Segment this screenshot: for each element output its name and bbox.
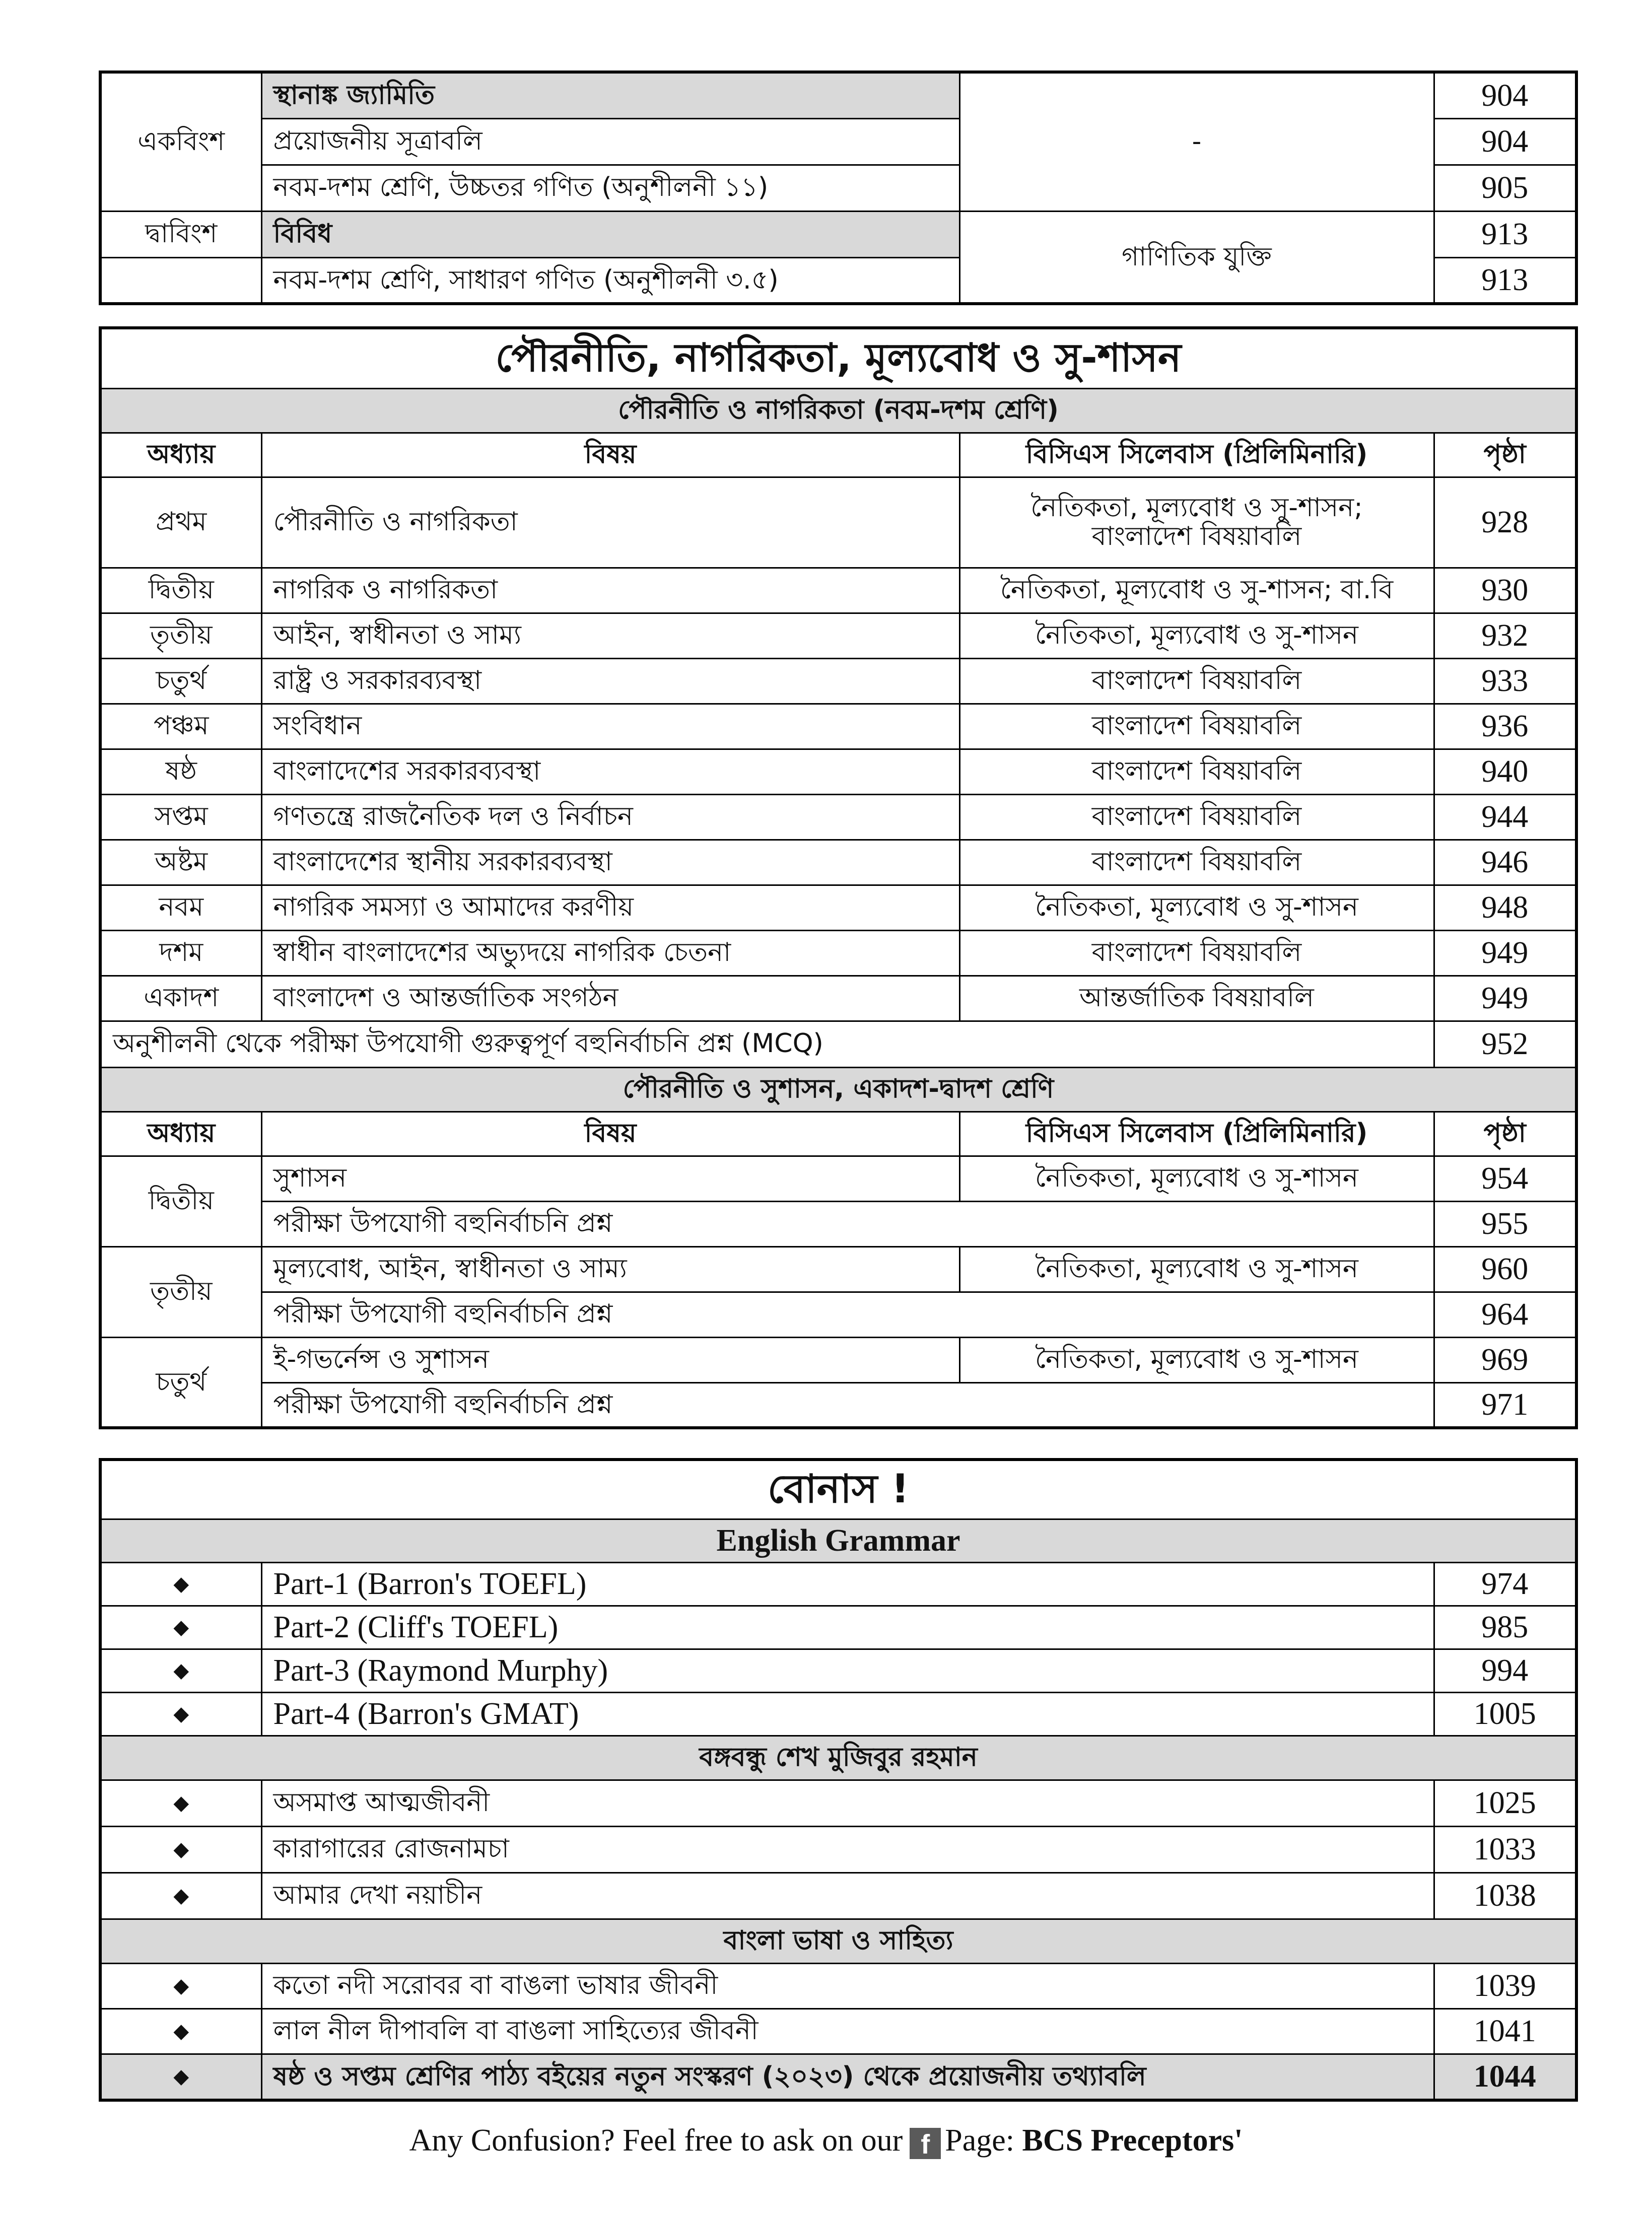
chapter-cell: দ্বিতীয় (100, 1156, 261, 1246)
table-row (100, 885, 1576, 930)
subsection-heading: বঙ্গবন্ধু শেখ মুজিবুর রহমান (100, 1736, 1576, 1780)
syllabus-cell: বাংলাদেশ বিষয়াবলি (959, 749, 1434, 794)
syllabus-line: বাংলাদেশ বিষয়াবলি (1091, 521, 1302, 551)
page-cell: 933 (1434, 658, 1576, 704)
chapter-cell: একবিংশ (100, 72, 261, 211)
item-label: কারাগারের রোজনামচা (261, 1826, 1434, 1873)
page-cell: 913 (1434, 211, 1576, 257)
syllabus-cell: বাংলাদেশ বিষয়াবলি (959, 930, 1434, 976)
chapter-cell: অষ্টম (100, 840, 261, 885)
header-topic: বিষয় (261, 1112, 959, 1156)
diamond-bullet-icon: ◆ (100, 1606, 261, 1649)
syllabus-cell: বাংলাদেশ বিষয়াবলি (959, 704, 1434, 749)
item-label: লাল নীল দীপাবলি বা বাঙলা সাহিত্যের জীবনী (261, 2008, 1434, 2054)
chapter-cell: ষষ্ঠ (100, 749, 261, 794)
topic-cell: বাংলাদেশের স্থানীয় সরকারব্যবস্থা (261, 840, 959, 885)
page-cell: 946 (1434, 840, 1576, 885)
diamond-bullet-icon: ◆ (100, 1826, 261, 1873)
topic-cell: প্রয়োজনীয় সূত্রাবলি (261, 118, 959, 165)
syllabus-cell: নৈতিকতা, মূল্যবোধ ও সু-শাসন (959, 1156, 1434, 1201)
page-cell: 994 (1434, 1649, 1576, 1692)
table-row (100, 1246, 1576, 1292)
page-cell: 1005 (1434, 1692, 1576, 1736)
chapter-cell: সপ্তম (100, 794, 261, 840)
list-item (100, 1649, 1576, 1692)
footer-prefix: Any Confusion? Feel free to ask on our (409, 2123, 903, 2158)
page-cell: 905 (1434, 165, 1576, 211)
header-row (100, 433, 1576, 477)
chapter-cell: পঞ্চম (100, 704, 261, 749)
table-row (100, 568, 1576, 613)
page-cell: 913 (1434, 257, 1576, 304)
page-cell: 949 (1434, 930, 1576, 976)
topic-cell: সুশাসন (261, 1156, 959, 1201)
topic-cell: রাষ্ট্র ও সরকারব্যবস্থা (261, 658, 959, 704)
math-topics-table (99, 71, 1578, 305)
header-page: পৃষ্ঠা (1434, 1112, 1576, 1156)
syllabus-cell: নৈতিকতা, মূল্যবোধ ও সু-শাসন; বা.বি (959, 568, 1434, 613)
page-cell: 971 (1434, 1382, 1576, 1428)
header-chapter: অধ্যায় (100, 433, 261, 477)
facebook-icon[interactable]: f (910, 2128, 941, 2159)
topic-cell: নবম-দশম শ্রেণি, উচ্চতর গণিত (অনুশীলনী ১১) (261, 165, 959, 211)
syllabus-cell: নৈতিকতা, মূল্যবোধ ও সু-শাসন (959, 1337, 1434, 1382)
section-title: পৌরনীতি, নাগরিকতা, মূল্যবোধ ও সু-শাসন (100, 328, 1576, 388)
table-row (100, 976, 1576, 1021)
list-item (100, 1873, 1576, 1919)
topic-cell: মূল্যবোধ, আইন, স্বাধীনতা ও সাম্য (261, 1246, 959, 1292)
section-title: বোনাস ! (100, 1460, 1576, 1519)
syllabus-cell: বাংলাদেশ বিষয়াবলি (959, 840, 1434, 885)
syllabus-cell: বাংলাদেশ বিষয়াবলি (959, 658, 1434, 704)
page-cell: 1038 (1434, 1873, 1576, 1919)
topic-cell: গণতন্ত্রে রাজনৈতিক দল ও নির্বাচন (261, 794, 959, 840)
diamond-bullet-icon: ◆ (100, 1649, 261, 1692)
header-page: পৃষ্ঠা (1434, 433, 1576, 477)
table-row (100, 840, 1576, 885)
header-syllabus: বিসিএস সিলেবাস (প্রিলিমিনারি) (959, 433, 1434, 477)
chapter-cell: নবম (100, 885, 261, 930)
table-row (100, 1201, 1576, 1246)
item-label: আমার দেখা নয়াচীন (261, 1873, 1434, 1919)
syllabus-cell: - (959, 72, 1434, 211)
syllabus-cell: আন্তর্জাতিক বিষয়াবলি (959, 976, 1434, 1021)
page-cell: 964 (1434, 1292, 1576, 1337)
list-item (100, 1780, 1576, 1826)
table-row (100, 658, 1576, 704)
topic-cell: নাগরিক ও নাগরিকতা (261, 568, 959, 613)
syllabus-cell: নৈতিকতা, মূল্যবোধ ও সু-শাসন (959, 885, 1434, 930)
table-row (100, 704, 1576, 749)
footer-page-label: Page: (945, 2123, 1015, 2158)
syllabus-cell: গাণিতিক যুক্তি (959, 211, 1434, 304)
syllabus-cell: নৈতিকতা, মূল্যবোধ ও সু-শাসন (959, 613, 1434, 658)
item-label: অসমাপ্ত আত্মজীবনী (261, 1780, 1434, 1826)
topic-cell: বাংলাদেশ ও আন্তর্জাতিক সংগঠন (261, 976, 959, 1021)
list-item (100, 2054, 1576, 2100)
diamond-bullet-icon: ◆ (100, 2008, 261, 2054)
table-row (100, 613, 1576, 658)
chapter-cell: একাদশ (100, 976, 261, 1021)
page-cell: 960 (1434, 1246, 1576, 1292)
footer-brand[interactable]: BCS Preceptors' (1022, 2123, 1243, 2158)
table-row (100, 749, 1576, 794)
table-row (100, 1292, 1576, 1337)
topic-cell: সংবিধান (261, 704, 959, 749)
topic-cell: পৌরনীতি ও নাগরিকতা (261, 477, 959, 568)
topic-cell: আইন, স্বাধীনতা ও সাম্য (261, 613, 959, 658)
table-row (100, 1337, 1576, 1382)
diamond-bullet-icon: ◆ (100, 2054, 261, 2100)
header-topic: বিষয় (261, 433, 959, 477)
chapter-cell: দ্বিতীয় (100, 568, 261, 613)
topic-cell: পরীক্ষা উপযোগী বহুনির্বাচনি প্রশ্ন (261, 1292, 1434, 1337)
page-cell: 936 (1434, 704, 1576, 749)
table-row (100, 477, 1576, 568)
chapter-cell: চতুর্থ (100, 1337, 261, 1428)
subsection-heading: পৌরনীতি ও নাগরিকতা (নবম-দশম শ্রেণি) (100, 388, 1576, 433)
list-item (100, 1606, 1576, 1649)
syllabus-cell (959, 477, 1434, 568)
chapter-cell: চতুর্থ (100, 658, 261, 704)
chapter-cell: দশম (100, 930, 261, 976)
chapter-cell: দ্বাবিংশ (100, 211, 261, 257)
bonus-table (99, 1458, 1578, 2102)
topic-cell: বিবিধ (261, 211, 959, 257)
page-cell: 985 (1434, 1606, 1576, 1649)
topic-cell: নাগরিক সমস্যা ও আমাদের করণীয় (261, 885, 959, 930)
topic-cell: স্থানাঙ্ক জ্যামিতি (261, 72, 959, 118)
header-syllabus: বিসিএস সিলেবাস (প্রিলিমিনারি) (959, 1112, 1434, 1156)
item-label: কতো নদী সরোবর বা বাঙলা ভাষার জীবনী (261, 1963, 1434, 2008)
chapter-cell: তৃতীয় (100, 613, 261, 658)
mcq-row (100, 1021, 1576, 1067)
chapter-cell: প্রথম (100, 477, 261, 568)
page-cell: 1041 (1434, 2008, 1576, 2054)
mcq-text: অনুশীলনী থেকে পরীক্ষা উপযোগী গুরুত্বপূর্ণ বহুনির্বাচনি প্রশ্ন (MCQ) (100, 1021, 1434, 1067)
item-label: Part-2 (Cliff's TOEFL) (261, 1606, 1434, 1649)
empty-cell (100, 257, 261, 304)
page-cell: 932 (1434, 613, 1576, 658)
table-row (100, 930, 1576, 976)
page-cell: 904 (1434, 72, 1576, 118)
topic-cell: বাংলাদেশের সরকারব্যবস্থা (261, 749, 959, 794)
page-cell: 1033 (1434, 1826, 1576, 1873)
topic-cell: পরীক্ষা উপযোগী বহুনির্বাচনি প্রশ্ন (261, 1201, 1434, 1246)
item-label: Part-1 (Barron's TOEFL) (261, 1562, 1434, 1606)
page-cell: 928 (1434, 477, 1576, 568)
topic-cell: স্বাধীন বাংলাদেশের অভ্যুদয়ে নাগরিক চেতনা (261, 930, 959, 976)
subsection-heading: পৌরনীতি ও সুশাসন, একাদশ-দ্বাদশ শ্রেণি (100, 1067, 1576, 1112)
page-cell: 1039 (1434, 1963, 1576, 2008)
subsection-heading: English Grammar (100, 1519, 1576, 1562)
page-cell: 955 (1434, 1201, 1576, 1246)
subsection-heading: বাংলা ভাষা ও সাহিত্য (100, 1919, 1576, 1963)
page-cell: 940 (1434, 749, 1576, 794)
topic-cell: নবম-দশম শ্রেণি, সাধারণ গণিত (অনুশীলনী ৩.৫) (261, 257, 959, 304)
list-item (100, 1562, 1576, 1606)
topic-cell: পরীক্ষা উপযোগী বহুনির্বাচনি প্রশ্ন (261, 1382, 1434, 1428)
page-cell: 944 (1434, 794, 1576, 840)
diamond-bullet-icon: ◆ (100, 1873, 261, 1919)
page-cell: 930 (1434, 568, 1576, 613)
footer (0, 2123, 1652, 2159)
diamond-bullet-icon: ◆ (100, 1780, 261, 1826)
list-item (100, 2008, 1576, 2054)
page-cell: 949 (1434, 976, 1576, 1021)
syllabus-cell: বাংলাদেশ বিষয়াবলি (959, 794, 1434, 840)
diamond-bullet-icon: ◆ (100, 1692, 261, 1736)
topic-cell: ই-গভর্নেন্স ও সুশাসন (261, 1337, 959, 1382)
item-label: Part-4 (Barron's GMAT) (261, 1692, 1434, 1736)
item-label: Part-3 (Raymond Murphy) (261, 1649, 1434, 1692)
list-item (100, 1963, 1576, 2008)
header-chapter: অধ্যায় (100, 1112, 261, 1156)
table-row (100, 1156, 1576, 1201)
page-cell: 1044 (1434, 2054, 1576, 2100)
table-row (100, 794, 1576, 840)
page-cell: 952 (1434, 1021, 1576, 1067)
list-item (100, 1692, 1576, 1736)
chapter-cell: তৃতীয় (100, 1246, 261, 1337)
diamond-bullet-icon: ◆ (100, 1963, 261, 2008)
diamond-bullet-icon: ◆ (100, 1562, 261, 1606)
table-row (100, 1382, 1576, 1428)
syllabus-line: নৈতিকতা, মূল্যবোধ ও সু-শাসন; (1030, 492, 1363, 523)
civics-table (99, 326, 1578, 1429)
page-cell: 974 (1434, 1562, 1576, 1606)
syllabus-cell: নৈতিকতা, মূল্যবোধ ও সু-শাসন (959, 1246, 1434, 1292)
page-cell: 904 (1434, 118, 1576, 165)
page-cell: 948 (1434, 885, 1576, 930)
header-row (100, 1112, 1576, 1156)
page-cell: 1025 (1434, 1780, 1576, 1826)
list-item (100, 1826, 1576, 1873)
item-label: ষষ্ঠ ও সপ্তম শ্রেণির পাঠ্য বইয়ের নতুন সংস্করণ (২০২৩) থেকে প্রয়োজনীয় তথ্যাবলি (261, 2054, 1434, 2100)
page-cell: 954 (1434, 1156, 1576, 1201)
page-cell: 969 (1434, 1337, 1576, 1382)
